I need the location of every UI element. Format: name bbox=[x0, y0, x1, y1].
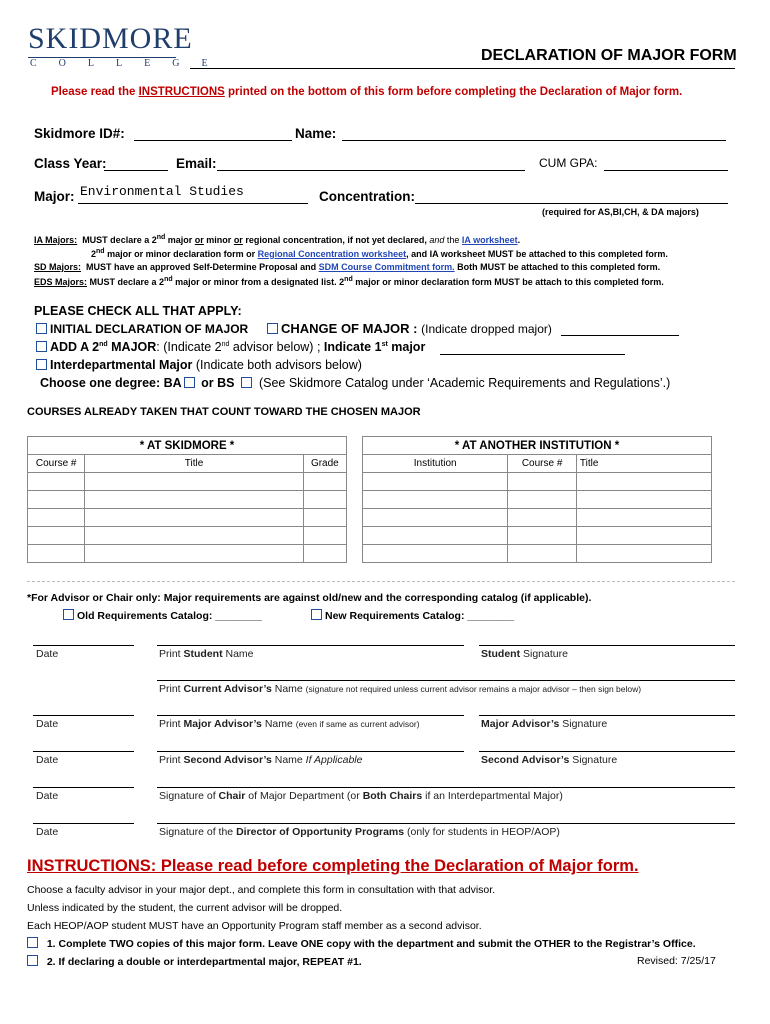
table-row[interactable] bbox=[28, 545, 347, 563]
major-advisor-signature-line[interactable] bbox=[479, 715, 735, 716]
major-advisor-signature-label: Major Advisor’s Signature bbox=[481, 718, 608, 730]
director-signature-label: Signature of the Director of Opportunity Programs (only for students in HEOP/AOP) bbox=[159, 826, 560, 838]
checkbox-icon[interactable] bbox=[27, 955, 38, 966]
logo-name: SKIDMORE bbox=[28, 22, 193, 55]
major-advisor-name-line[interactable] bbox=[157, 715, 464, 716]
second-advisor-signature-label: Second Advisor’s Signature bbox=[481, 754, 618, 766]
table-row[interactable] bbox=[28, 509, 347, 527]
chair-signature-line[interactable] bbox=[157, 787, 735, 788]
col-grade: Grade bbox=[303, 455, 346, 473]
checkbox-icon[interactable] bbox=[267, 323, 278, 334]
checkbox-icon[interactable] bbox=[36, 323, 47, 334]
eds-note: EDS Majors: MUST declare a 2nd major or minor from a designated list. 2nd major or minor declaration form MUST be attach to this completed form. bbox=[34, 276, 664, 287]
col-course-number: Course # bbox=[28, 455, 85, 473]
student-signature-label: Student Signature bbox=[481, 648, 568, 660]
date-label: Date bbox=[36, 790, 59, 802]
print-student-label: Print Student Name bbox=[159, 648, 254, 660]
chair-signature-label: Signature of Chair of Major Department (or Both Chairs if an Interdepartmental Major) bbox=[159, 790, 563, 802]
courses-heading: COURSES ALREADY TAKEN THAT COUNT TOWARD THE CHOSEN MAJOR bbox=[27, 406, 421, 418]
second-advisor-signature-line[interactable] bbox=[479, 751, 735, 752]
instruction-step-2[interactable]: 2. If declaring a double or interdepartmental major, REPEAT #1. bbox=[27, 955, 362, 968]
other-institution-header: * AT ANOTHER INSTITUTION * bbox=[363, 437, 712, 455]
date-line[interactable] bbox=[33, 787, 134, 788]
date-line[interactable] bbox=[33, 823, 134, 824]
table-row[interactable] bbox=[28, 473, 347, 491]
checkbox-icon[interactable] bbox=[36, 359, 47, 370]
divider bbox=[27, 581, 735, 582]
sd-note: SD Majors: MUST have an approved Self-Determine Proposal and SDM Course Commitment form. Both MUST be attached to this completed form. bbox=[34, 262, 661, 272]
table-row[interactable] bbox=[28, 527, 347, 545]
instructions-notice: Please read the INSTRUCTIONS printed on the bottom of this form before completing the Declaration of Major form. bbox=[51, 86, 683, 98]
table-row[interactable] bbox=[363, 545, 712, 563]
date-line[interactable] bbox=[33, 751, 134, 752]
bs-checkbox-icon[interactable] bbox=[241, 377, 252, 388]
regional-worksheet-link[interactable]: Regional Concentration worksheet bbox=[257, 249, 407, 259]
degree-choice: Choose one degree: BA or BS (See Skidmore Catalog under ‘Academic Requirements and Regulations’.) bbox=[40, 376, 671, 390]
date-label: Date bbox=[36, 826, 59, 838]
second-advisor-name-line[interactable] bbox=[157, 751, 464, 752]
table-row[interactable] bbox=[363, 473, 712, 491]
date-label: Date bbox=[36, 718, 59, 730]
new-catalog-option[interactable]: New Requirements Catalog: ________ bbox=[311, 609, 514, 622]
checkbox-icon[interactable] bbox=[311, 609, 322, 620]
current-advisor-label: Print Current Advisor’s Name (signature not required unless current advisor remains a major advisor – then sign below) bbox=[159, 683, 642, 695]
ia-worksheet-link[interactable]: IA worksheet bbox=[461, 235, 518, 245]
email-label: Email: bbox=[176, 156, 217, 171]
other-institution-courses-table bbox=[362, 436, 712, 563]
major-field[interactable] bbox=[78, 203, 308, 204]
header-rule bbox=[190, 68, 735, 69]
form-title: DECLARATION OF MAJOR FORM bbox=[481, 47, 737, 64]
col-institution: Institution bbox=[363, 455, 508, 473]
class-year-label: Class Year: bbox=[34, 156, 107, 171]
old-catalog-option[interactable]: Old Requirements Catalog: ________ bbox=[63, 609, 262, 622]
table-row[interactable] bbox=[363, 491, 712, 509]
dropped-major-field[interactable] bbox=[561, 335, 679, 336]
checkbox-icon[interactable] bbox=[27, 937, 38, 948]
sdm-course-commitment-link[interactable]: SDM Course Commitment form. bbox=[318, 262, 455, 272]
email-field[interactable] bbox=[217, 170, 525, 171]
col-title: Title bbox=[85, 455, 303, 473]
date-label: Date bbox=[36, 754, 59, 766]
skidmore-courses-table bbox=[27, 436, 347, 563]
date-label: Date bbox=[36, 648, 59, 660]
instruction-line: Choose a faculty advisor in your major dept., and complete this form in consultation with that advisor. bbox=[27, 884, 496, 896]
col-course-number: Course # bbox=[508, 455, 577, 473]
concentration-field[interactable] bbox=[415, 203, 728, 204]
instruction-line: Unless indicated by the student, the current advisor will be dropped. bbox=[27, 902, 343, 914]
advisor-heading: *For Advisor or Chair only: Major requirements are against old/new and the corresponding catalog (if applicable). bbox=[27, 592, 592, 604]
class-year-field[interactable] bbox=[104, 170, 168, 171]
second-advisor-name-label: Print Second Advisor’s Name If Applicable bbox=[159, 754, 363, 766]
name-label: Name: bbox=[295, 126, 337, 141]
col-title: Title bbox=[576, 455, 711, 473]
director-signature-line[interactable] bbox=[157, 823, 735, 824]
revised-date: Revised: 7/25/17 bbox=[637, 955, 716, 967]
date-line[interactable] bbox=[33, 645, 134, 646]
instruction-line: Each HEOP/AOP student MUST have an Opportunity Program staff member as a second advisor. bbox=[27, 920, 482, 932]
checkbox-icon[interactable] bbox=[36, 341, 47, 352]
table-row[interactable] bbox=[363, 527, 712, 545]
instruction-step-1[interactable]: 1. Complete TWO copies of this major form. Leave ONE copy with the department and submit the OTHER to the Registrar’s Office. bbox=[27, 937, 696, 950]
ia-note-line1: IA Majors: MUST declare a 2nd major or minor or regional concentration, if not yet declared, and the IA worksheet. bbox=[34, 234, 521, 245]
major-label: Major: bbox=[34, 189, 75, 204]
check-heading: PLEASE CHECK ALL THAT APPLY: bbox=[34, 304, 242, 318]
interdepartmental-option[interactable]: Interdepartmental Major (Indicate both advisors below) bbox=[36, 358, 362, 372]
current-advisor-line[interactable] bbox=[157, 680, 735, 681]
cum-gpa-label: CUM GPA: bbox=[539, 156, 598, 170]
date-line[interactable] bbox=[33, 715, 134, 716]
student-signature-line[interactable] bbox=[479, 645, 735, 646]
add-second-major-option[interactable]: ADD A 2nd MAJOR: (Indicate 2nd advisor below) ; Indicate 1st major bbox=[36, 340, 425, 354]
name-field[interactable] bbox=[342, 140, 726, 141]
initial-declaration-option[interactable]: INITIAL DECLARATION OF MAJOR bbox=[36, 322, 248, 336]
first-major-field[interactable] bbox=[440, 354, 625, 355]
table-row[interactable] bbox=[28, 491, 347, 509]
print-student-line[interactable] bbox=[157, 645, 464, 646]
major-value: Environmental Studies bbox=[80, 184, 244, 199]
table-row[interactable] bbox=[363, 509, 712, 527]
change-of-major-option[interactable]: CHANGE OF MAJOR : (Indicate dropped major) bbox=[267, 321, 552, 336]
checkbox-icon[interactable] bbox=[63, 609, 74, 620]
skidmore-id-label: Skidmore ID#: bbox=[34, 126, 125, 141]
cum-gpa-field[interactable] bbox=[604, 170, 728, 171]
skidmore-id-field[interactable] bbox=[134, 140, 292, 141]
logo-college: COLLEGE bbox=[30, 58, 230, 69]
ia-note-line2: 2nd major or minor declaration form or Regional Concentration worksheet, and IA worksheet MUST be attached to this completed form. bbox=[91, 248, 668, 259]
concentration-label: Concentration: bbox=[319, 189, 415, 204]
skidmore-header: * AT SKIDMORE * bbox=[28, 437, 347, 455]
instructions-title: INSTRUCTIONS: Please read before completing the Declaration of Major form. bbox=[27, 857, 639, 875]
concentration-note: (required for AS,BI,CH, & DA majors) bbox=[542, 207, 699, 217]
ba-checkbox-icon[interactable] bbox=[184, 377, 195, 388]
major-advisor-name-label: Print Major Advisor’s Name (even if same as current advisor) bbox=[159, 718, 420, 730]
